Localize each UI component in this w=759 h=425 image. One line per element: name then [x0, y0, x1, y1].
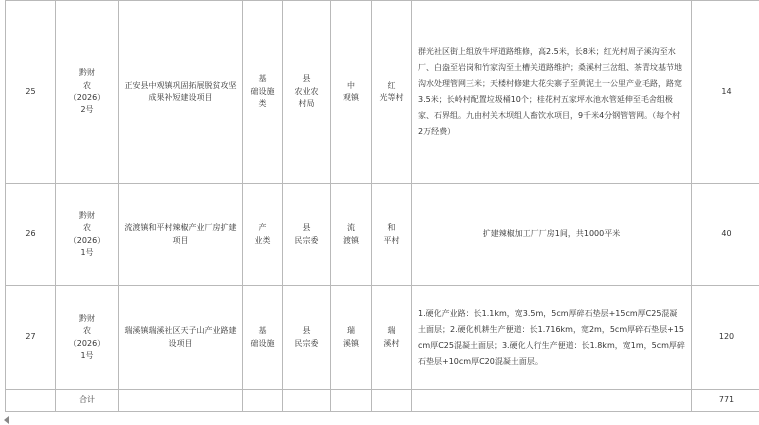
construction-content: 扩建辣椒加工厂厂房1间，共1000平米 — [412, 184, 692, 286]
total-amount: 771 — [692, 390, 759, 412]
project-name: 流渡镇和平村辣椒产业厂房扩建项目 — [119, 184, 243, 286]
empty-cell — [243, 390, 283, 412]
empty-cell — [6, 390, 56, 412]
total-label: 合计 — [56, 390, 119, 412]
doc-number: 黔财 农 （2026） 1号 — [56, 184, 119, 286]
amount: 14 — [692, 1, 759, 184]
row-number: 27 — [6, 286, 56, 390]
row-number: 26 — [6, 184, 56, 286]
empty-cell — [283, 390, 331, 412]
village: 瑞 溪村 — [372, 286, 412, 390]
scroll-left-arrow-icon[interactable] — [4, 416, 9, 424]
town: 瑞 溪镇 — [331, 286, 372, 390]
village: 红 光等村 — [372, 1, 412, 184]
construction-content: 1.硬化产业路：长1.1km，宽3.5m，5cm厚碎石垫层+15cm厚C25混凝土面层；2.硬化机耕生产便道：长1.716km，宽2m，5cm厚碎石垫层+15cm厚C25混凝土面层；3.硬化人行生产便道：长1.8km，宽1m，5cm厚碎石垫层+10cm厚C20混凝土面层。 — [412, 286, 692, 390]
table-row — [6, 286, 759, 390]
project-name: 瑞溪镇瑞溪社区天子山产业路建设项目 — [119, 286, 243, 390]
department: 县 民宗委 — [283, 286, 331, 390]
empty-cell — [412, 390, 692, 412]
village: 和 平村 — [372, 184, 412, 286]
row-number: 25 — [6, 1, 56, 184]
empty-cell — [331, 390, 372, 412]
town: 流 渡镇 — [331, 184, 372, 286]
amount: 40 — [692, 184, 759, 286]
table-row — [6, 184, 759, 286]
construction-content: 群光社区街上组放牛坪道路维修，高2.5米，长8米；红光村周子溪沟至水厂、白盎至岩岗和竹家沟至土槽关道路维护；桑溪村三岔组、茶青坟基节地沟水处理管网三米；天楼村修建大花尖寨子至黄泥土一公里产业毛路，路宽3.5米；长岭村配置垃圾桶10个；桂花村五家坪水池水管延伸至毛舍组极家、石界组。九由村关木坝组人畜饮水项目，9千米4分钢管管网。（每个村2万经费） — [412, 1, 692, 184]
town: 中 观镇 — [331, 1, 372, 184]
department: 县 农业农 村局 — [283, 1, 331, 184]
project-type: 基 础设施 类 — [243, 1, 283, 184]
doc-number: 黔财 农 （2026） 1号 — [56, 286, 119, 390]
project-table — [5, 0, 759, 412]
amount: 120 — [692, 286, 759, 390]
project-name: 正安县中观镇巩固拓展脱贫攻坚成果补短建设项目 — [119, 1, 243, 184]
project-type: 产 业类 — [243, 184, 283, 286]
project-type: 基 础设施 — [243, 286, 283, 390]
empty-cell — [372, 390, 412, 412]
department: 县 民宗委 — [283, 184, 331, 286]
table-row — [6, 1, 759, 184]
doc-number: 黔财 农 （2026） 2号 — [56, 1, 119, 184]
empty-cell — [119, 390, 243, 412]
total-row — [6, 390, 759, 412]
